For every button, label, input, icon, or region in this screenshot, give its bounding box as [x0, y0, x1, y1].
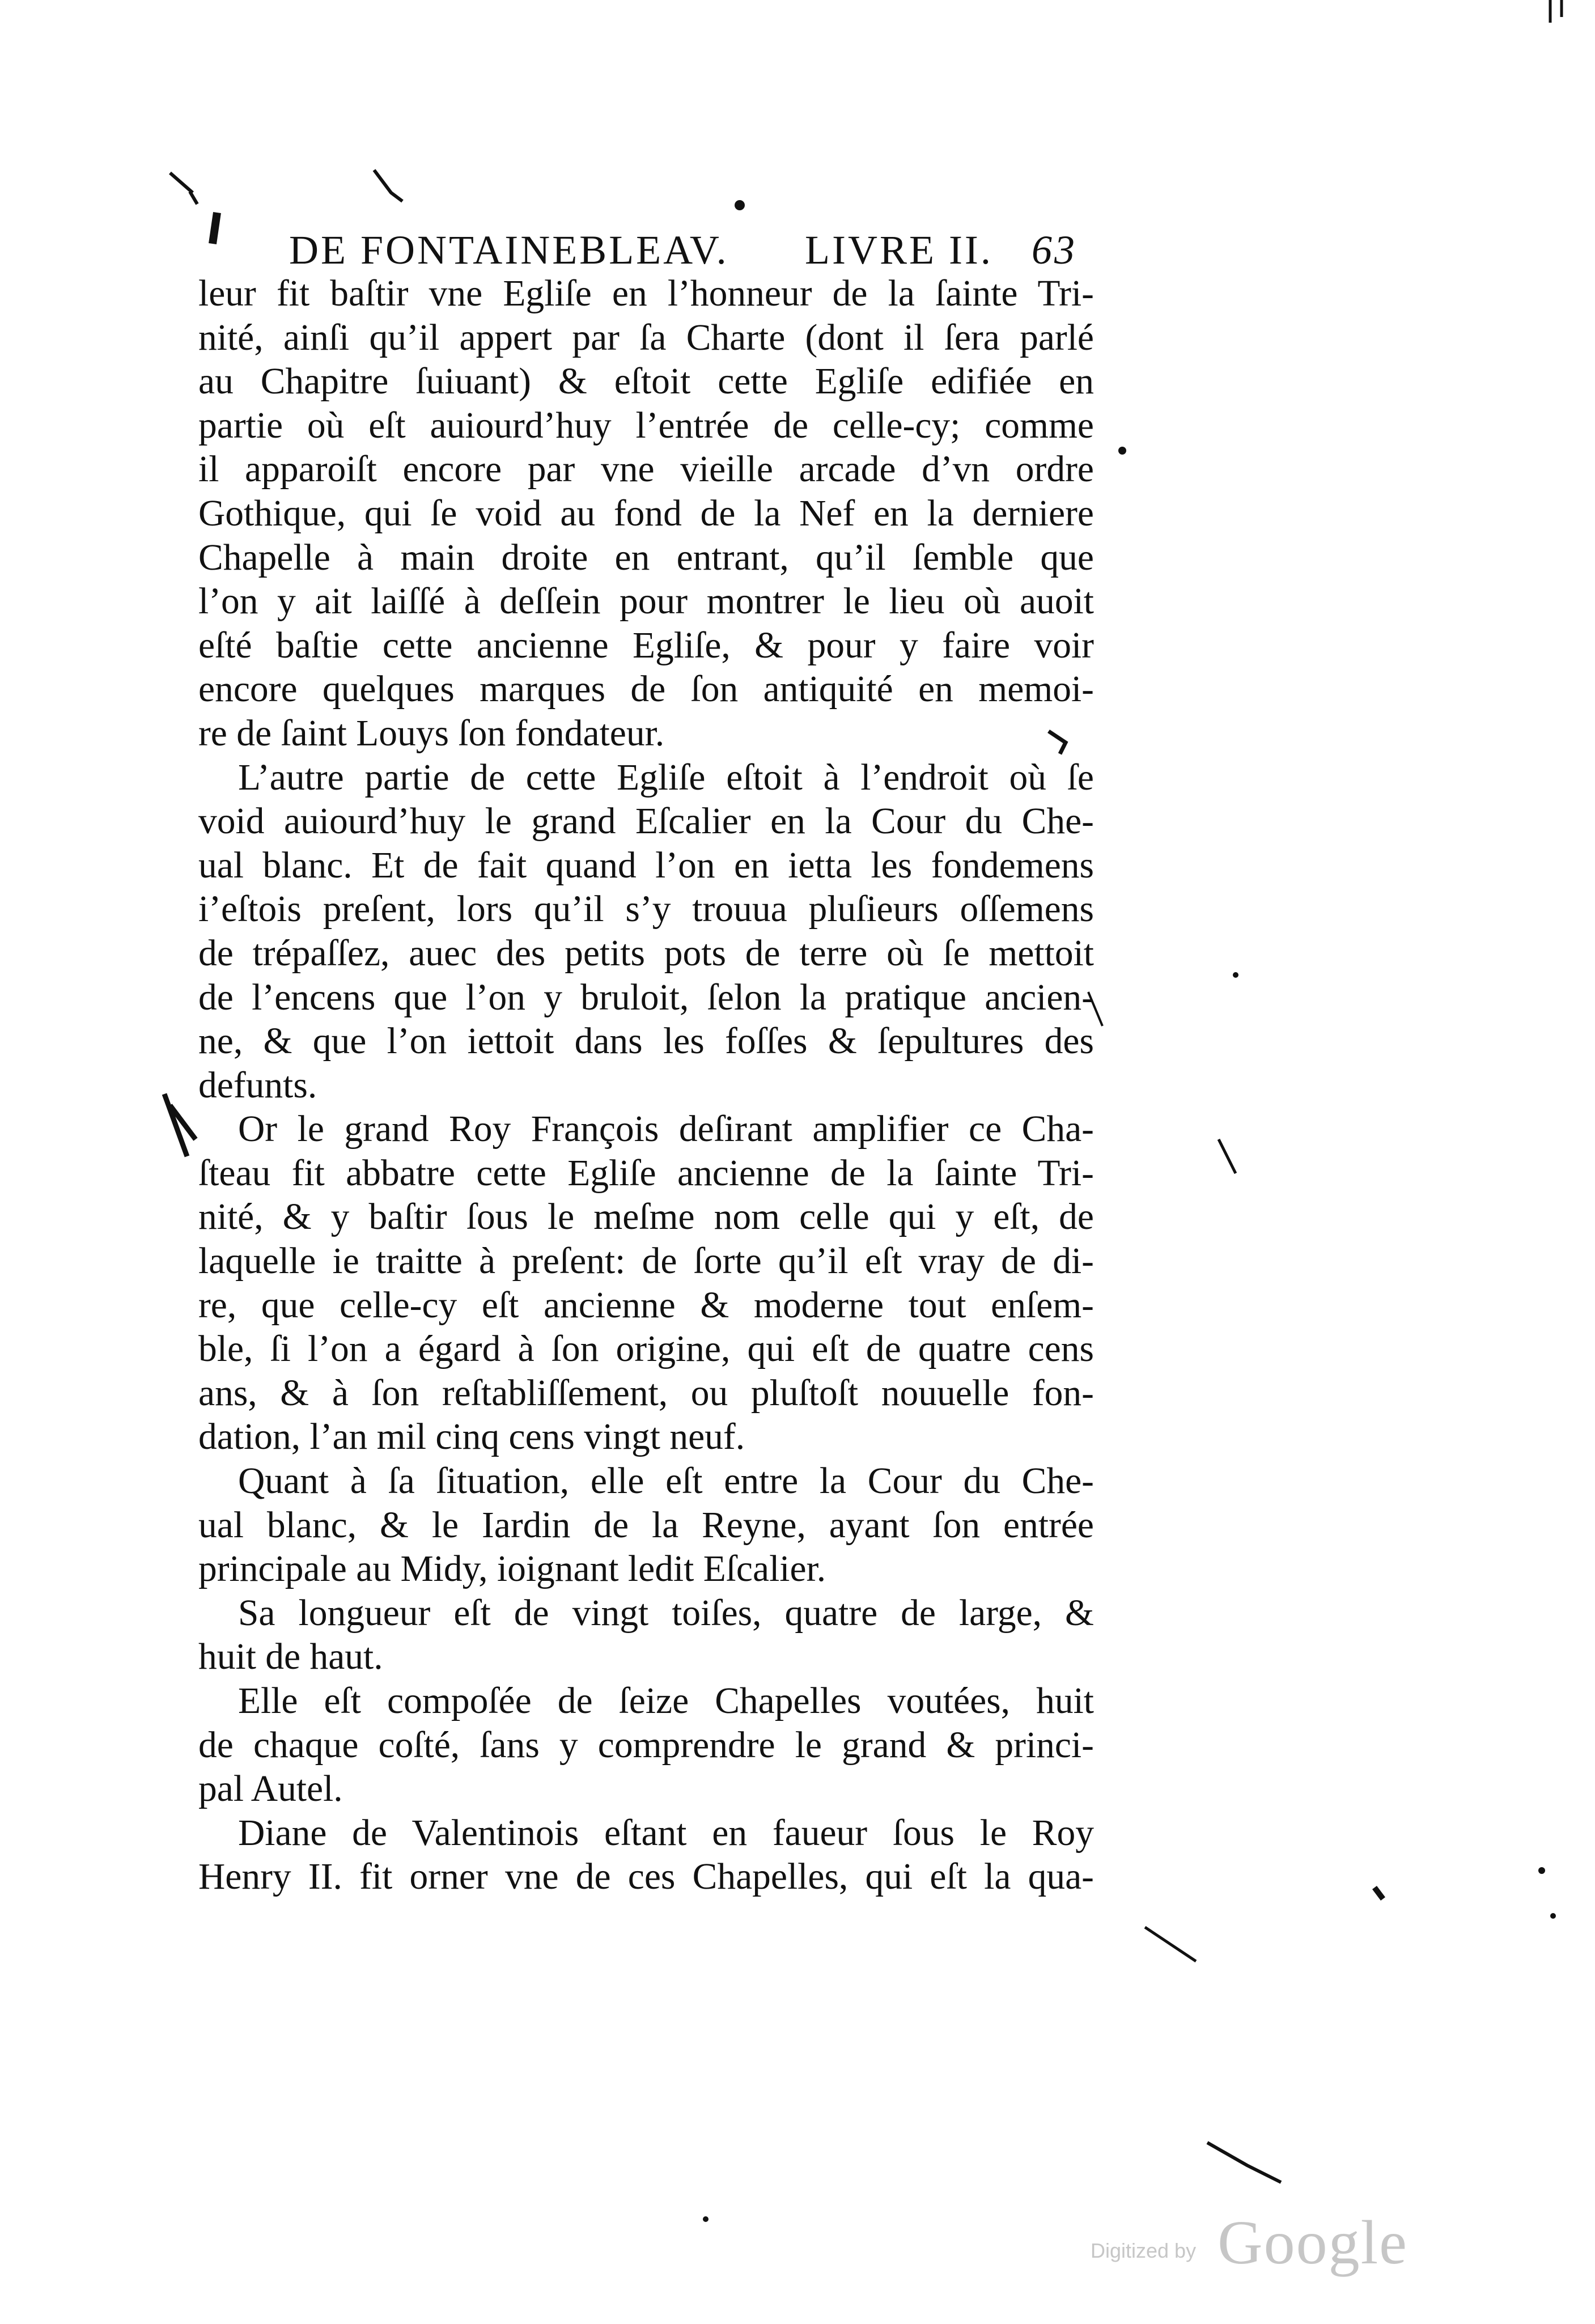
ink-speck [735, 200, 745, 210]
text-line: nité, ainſi qu’il appert par ſa Charte (dont il ſera parlé [198, 317, 1094, 358]
text-line: Gothique, qui ſe void au fond de la Nef en la derniere [198, 493, 1094, 534]
ink-stroke [374, 170, 402, 201]
text-line: ſteau fit abbatre cette Egliſe ancienne de la ſainte Tri- [198, 1152, 1094, 1194]
text-line: i’eſtois preſent, lors qu’il s’y trouua pluſieurs oſſemens [198, 889, 1094, 930]
text-line: ans, & à ſon reſtabliſſement, ou pluſtoſt nouuelle fon- [198, 1372, 1094, 1414]
text-line: de chaque coſté, ſans y comprendre le grand & princi- [198, 1724, 1094, 1766]
text-line: eſté baſtie cette ancienne Egliſe, & pour y faire voir [198, 625, 1094, 666]
ink-stroke [1550, 0, 1562, 23]
text-line: de trépaſſez, auec des petits pots de terre où ſe mettoit [198, 932, 1094, 974]
ink-stroke [170, 173, 197, 204]
text-line: dation, l’an mil cinq cens vingt neuf. [198, 1417, 745, 1458]
text-line: au Chapitre ſuiuant) & eſtoit cette Egliſe edifiée en [198, 361, 1094, 402]
text-line: encore quelques marques de ſon antiquité en memoi- [198, 669, 1094, 710]
text-line: Diane de Valentinois eſtant en faueur ſous le Roy [238, 1812, 1094, 1854]
text-line: L’autre partie de cette Egliſe eſtoit à l’endroit où ſe [238, 757, 1094, 798]
text-line: de l’encens que l’on y bruloit, ſelon la pratique ancien- [198, 977, 1094, 1018]
text-line: re de ſaint Louys ſon fondateur. [198, 713, 665, 754]
text-line: Chapelle à main droite en entrant, qu’il ſemble que [198, 537, 1094, 578]
ink-stroke [1219, 1139, 1236, 1173]
ink-speck [1233, 972, 1238, 978]
text-line: nité, & y baſtir ſous le meſme nom celle qui y eſt, de [198, 1197, 1094, 1238]
ink-speck [1538, 1867, 1545, 1874]
text-line: Sa longueur eſt de vingt toiſes, quatre de large, & [238, 1592, 1094, 1634]
text-line: laquelle ie traitte à preſent: de ſorte qu’il eſt vray de di- [198, 1241, 1094, 1282]
text-line: ual blanc. Et de fait quand l’on en ietta les fondemens [198, 845, 1094, 886]
running-header [249, 227, 1077, 278]
digitized-watermark [1091, 2199, 1408, 2279]
ink-speck [1550, 1913, 1556, 1919]
text-line: re, que celle-cy eſt ancienne & moderne tout enſem- [198, 1284, 1094, 1326]
text-line: huit de haut. [198, 1636, 383, 1678]
text-line: void auiourd’huy le grand Eſcalier en la Cour du Che- [198, 801, 1094, 842]
text-line: ble, ſi l’on a égard à ſon origine, qui eſt de quatre cens [198, 1329, 1094, 1370]
text-line: Henry II. fit orner vne de ces Chapelles, qui eſt la qua- [198, 1856, 1094, 1898]
book-number: LIVRE II. [805, 227, 993, 273]
text-line: principale au Midy, ioignant ledit Eſcalier. [198, 1549, 826, 1590]
ink-stroke [213, 213, 217, 244]
page-number: 63 [1032, 227, 1077, 273]
ink-stroke [1375, 1888, 1383, 1899]
text-line: l’on y ait laiſſé à deſſein pour montrer le lieu où auoit [198, 581, 1094, 622]
watermark-brand: Google [1218, 2208, 1408, 2277]
ink-speck [703, 2216, 709, 2222]
text-line: leur fit baſtir vne Egliſe en l’honneur de la ſainte Tri- [198, 273, 1094, 314]
running-title: DE FONTAINEBLEAV. [289, 227, 729, 273]
text-line: Elle eſt compoſée de ſeize Chapelles voutées, huit [238, 1681, 1094, 1721]
ink-speck [1118, 447, 1126, 455]
watermark-prefix: Digitized by [1091, 2239, 1197, 2262]
ink-stroke [1145, 1927, 1196, 1961]
text-line: defunts. [198, 1065, 317, 1106]
text-line: Quant à ſa ſituation, elle eſt entre la Cour du Che- [238, 1461, 1094, 1502]
text-line: Or le grand Roy François deſirant amplifier ce Cha- [238, 1109, 1094, 1150]
body-text [198, 272, 1094, 1899]
text-line: il apparoiſt encore par vne vieille arcade d’vn ordre [198, 449, 1094, 490]
ink-stroke [164, 1094, 196, 1156]
ink-stroke [1207, 2143, 1281, 2182]
text-line: ne, & que l’on iettoit dans les foſſes & ſepultures des [198, 1021, 1094, 1062]
text-line: ual blanc, & le Iardin de la Reyne, ayant ſon entrée [198, 1504, 1094, 1546]
text-line: partie où eſt auiourd’huy l’entrée de celle-cy; comme [198, 405, 1094, 446]
text-line: pal Autel. [198, 1769, 343, 1810]
